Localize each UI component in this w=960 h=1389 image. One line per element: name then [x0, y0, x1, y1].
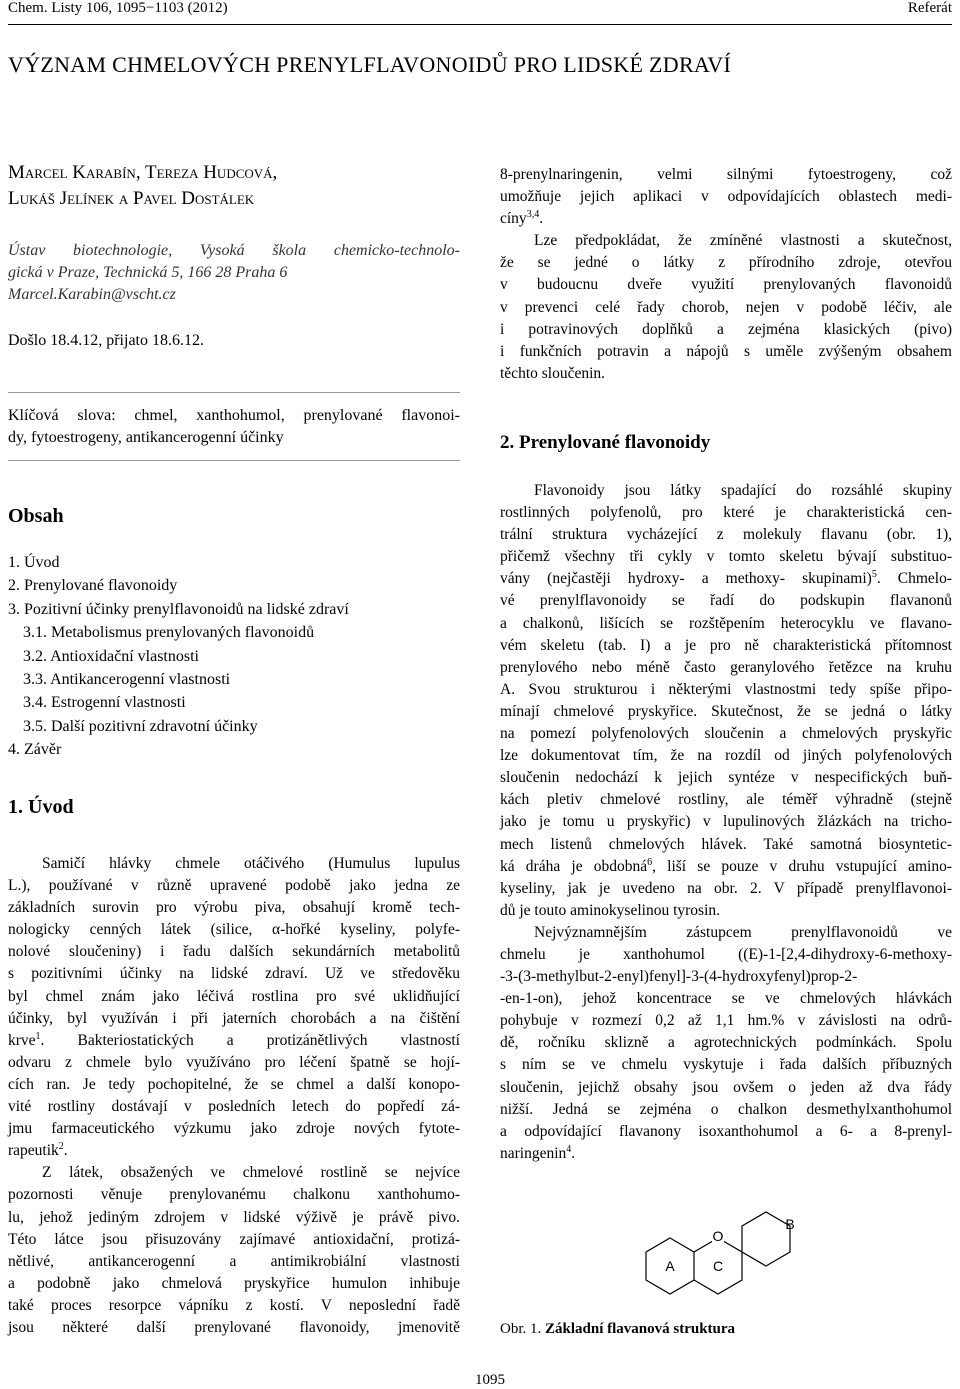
text-line: mínají chmelové pryskyřice. Skutečnost, že se jedná o látky	[500, 702, 952, 720]
text-line: také proces resorpce vápníku z kostí. V neposlední řadě	[8, 1296, 460, 1314]
text-line: a odpovídající flavanony isoxanthohumol a 6- a 8-prenyl-	[500, 1122, 952, 1140]
text-line: cíny$^{3,4}$.	[500, 209, 544, 228]
text-line: Samičí hlávky chmele otáčivého (Humulus lupulus	[42, 855, 460, 872]
text-line: Z látek, obsažených ve chmelové rostlině se nejvíce	[42, 1164, 460, 1182]
toc-item: 3. Pozitivní účinky prenylflavonoidů na lidské zdraví	[8, 600, 349, 618]
received-dates: Došlo 18.4.12, přijato 18.6.12.	[8, 332, 204, 349]
text-line: trální struktura vycházející z molekuly flavanu (obr. 1),	[500, 526, 952, 544]
text-line: odvaru z chmele bylo využíváno pro léčení špatně se hojí-	[8, 1053, 460, 1071]
text-line: i potravinových doplňků a zejména klasických (pivo)	[500, 320, 952, 338]
text-line: ká dráha je obdobná$^6$, liší se pouze v druhu vstupující amino-	[500, 856, 952, 875]
text-line: Flavonoidy jsou látky spadající do rozsáhlé skupiny	[534, 482, 952, 499]
article-type: Referát	[907, 0, 952, 16]
section-body-prenyl	[500, 480, 952, 1165]
text-line: a chalkonů, lišících se rozštěpením heterocyklu ve flavano-	[500, 614, 952, 632]
divider	[8, 392, 460, 393]
keywords-line: dy, fytoestrogeny, antikancerogenní účinky	[8, 429, 284, 446]
citation-ref: 5	[871, 569, 877, 581]
author-line: Lukáš Jelínek a Pavel Dostálek	[8, 188, 255, 209]
text-line: byl chmel znám jako léčivá rostlina pro své uklidňující	[8, 987, 460, 1005]
text-line: lu, jehož jediným zdrojem v lidské výživě je právě pivo.	[8, 1208, 460, 1226]
toc-item: 3.5. Další pozitivní zdravotní účinky	[23, 717, 258, 735]
table-of-contents	[8, 551, 349, 762]
text-line: lze dokumentovat tím, že na rozdíl od jiných polyfenolových	[500, 747, 952, 765]
ring-b-label: B	[785, 1216, 795, 1232]
text-line: sloučenin, jejichž obsahy jsou ovšem o jeden až dva řády	[500, 1078, 952, 1096]
keywords-line: Klíčová slova: chmel, xanthohumol, prenylované flavonoi-	[8, 407, 460, 424]
citation-ref: 4	[566, 1143, 572, 1155]
text-line: nologicky cenných látek (silice, α-hořké kyseliny, polyfe-	[8, 921, 460, 939]
text-line: Této látce jsou přisuzovány zajímavé antioxidační, protizá-	[8, 1230, 460, 1248]
text-line: mech listenů chmelových hlávek. Také samotná biosyntetic-	[500, 835, 952, 853]
text-line: v budoucnu dveře využití prenylovaných flavonoidů	[500, 276, 952, 294]
affiliation-line: gická v Praze, Technická 5, 166 28 Praha 6	[8, 264, 288, 281]
caption-prefix: Obr. 1.	[500, 1321, 542, 1337]
section-heading-uvod: 1. Úvod	[8, 796, 74, 818]
ring-c-label: C	[712, 1258, 724, 1274]
text-line: jmu farmaceutického výzkumu jako zdroje nových fytote-	[8, 1120, 460, 1138]
text-line: s ním se ve chmelu vyskytuje i řada dalších příbuzných	[500, 1056, 952, 1074]
toc-item: 3.3. Antikancerogenní vlastnosti	[23, 671, 231, 689]
text-line: 8-prenylnaringenin, velmi silnými fytoestrogeny, což	[500, 166, 952, 183]
citation-ref: 1	[35, 1030, 41, 1042]
text-line: -en-1-on), jehož koncentrace se ve chmelových hlávkách	[500, 990, 952, 1008]
flavan-structure-diagram	[630, 1198, 830, 1313]
toc-item: 1. Úvod	[8, 554, 60, 571]
section-body-uvod	[8, 853, 460, 1339]
text-line: prenylového nebo méně často geranylového řetězce na kruhu	[500, 658, 952, 676]
affiliation	[8, 240, 460, 306]
author-list	[8, 160, 460, 212]
text-line: vány (nejčastěji hydroxy- a methoxy- skupinami)$^5$. Chmelo-	[500, 569, 952, 588]
divider	[8, 460, 460, 461]
journal-citation: Chem. Listy 106, 1095−1103 (2012)	[8, 0, 228, 16]
text-line: Nejvýznamnějším zástupcem prenylflavonoidů ve	[534, 923, 952, 941]
keywords	[8, 405, 460, 449]
text-line: sloučenin nedochází k jejich syntéze v nespecifických buň-	[500, 769, 952, 787]
caption-text: Základní flavanová struktura	[545, 1321, 736, 1337]
article-title: VÝZNAM CHMELOVÝCH PRENYLFLAVONOIDŮ PRO LIDSKÉ ZDRAVÍ	[8, 52, 732, 77]
text-line: jako je tomu u pryskyřic) v lupulinových žlázkách na tricho-	[500, 813, 952, 831]
text-line: vém skeletu (tab. I) a je pro ně charakteristická přítomnost	[500, 636, 952, 654]
toc-item: 3.2. Antioxidační vlastnosti	[23, 647, 199, 665]
figure-caption	[500, 1321, 735, 1338]
running-header	[8, 0, 952, 22]
oxygen-label: O	[712, 1228, 724, 1244]
citation-ref: 3,4	[526, 209, 540, 221]
text-line: účinky, byl využíván i při jaterních chorobách a na čištění	[8, 1009, 460, 1027]
citation-ref: 2	[58, 1141, 64, 1153]
text-line: rostlinných polyfenolů, pro které je charakteristická cen-	[500, 504, 952, 522]
author-line: Marcel Karabín, Tereza Hudcová,	[8, 162, 278, 183]
section-heading-prenyl: 2. Prenylované flavonoidy	[500, 432, 711, 453]
text-line: vité rostliny dostávají v posledních letech do popředí zá-	[8, 1098, 460, 1116]
citation-ref: 6	[647, 856, 653, 868]
text-line: naringenin$^4$.	[500, 1143, 576, 1162]
author-email[interactable]: Marcel.Karabin@vscht.cz	[8, 286, 176, 303]
text-line: pozornosti věnuje prenylovanému chalkonu xanthohumo-	[8, 1186, 460, 1204]
text-line: že se jedné o látky z přírodního zdroje, otevřou	[500, 254, 952, 272]
text-line: krve$^1$. Bakteriostatických a protizánětlivých vlastností	[8, 1030, 460, 1049]
text-line: s pozitivními účinky na lidské zdraví. Už ve středověku	[8, 965, 460, 983]
text-line: přičemž všechny tři cykly v tomto skeletu bývají substituo-	[500, 548, 952, 566]
affiliation-line: Ústav biotechnologie, Vysoká škola chemicko-technolo-	[8, 242, 460, 259]
ring-a-label: A	[665, 1258, 675, 1274]
text-line: nolové sloučeniny) i řadu dalších sekundárních metabolitů	[8, 943, 460, 961]
toc-heading: Obsah	[8, 505, 64, 527]
text-line: i funkčních potravin a nápojů s uměle zvýšeným obsahem	[500, 342, 952, 360]
text-line: pohybuje v rozmezí 0,2 až 1,1 hm.% v závislosti na odrů-	[500, 1012, 952, 1030]
text-line: dů je touto aminokyselinou tyrosin.	[500, 901, 720, 919]
page-number: 1095	[475, 1372, 505, 1388]
text-line: rapeutik$^2$.	[8, 1141, 68, 1160]
text-line: cích ran. Je tedy pochopitelné, že se chmel a další konopo-	[8, 1075, 460, 1093]
text-line: kách pletiv chmelové rostliny, ale téměř výhradně (stejně	[500, 791, 952, 809]
text-line: nětlivé, antikancerogenní a antimikrobiální vlastnosti	[8, 1252, 460, 1270]
text-line: A. Svou strukturou i některými vlastnostmi tedy spíše připo-	[500, 680, 952, 698]
text-line: nižší. Jedná se zejména o chalkon desmethylxanthohumol	[500, 1100, 952, 1118]
text-line: dě, ročníku sklizně a agrotechnických podmínkách. Spolu	[500, 1034, 952, 1052]
text-line: na pomezí polyfenolových sloučenin a chmelových pryskyřic	[500, 725, 952, 743]
text-line: vé prenylflavonoidy se řadí do podskupin flavanonů	[500, 592, 952, 610]
toc-item: 3.1. Metabolismus prenylovaných flavonoidů	[23, 624, 315, 642]
toc-item: 3.4. Estrogenní vlastnosti	[23, 694, 186, 712]
text-line: a podobně jako chmelová pryskyřice humulon inhibuje	[8, 1274, 460, 1292]
text-line: umožňuje jejich aplikaci v odpovídajících oblastech medi-	[500, 188, 952, 206]
text-line: základních surovin pro výrobu piva, obsahují kromě tech-	[8, 899, 460, 917]
text-line: chmelu je xanthohumol ((E)-1-[2,4-dihydroxy-6-methoxy-	[500, 945, 952, 963]
text-line: Lze předpokládat, že zmíněné vlastnosti a skutečnost,	[534, 232, 952, 250]
right-column-intro	[500, 164, 952, 385]
text-line: -3-(3-methylbut-2-enyl)fenyl]-3-(4-hydroxyfenyl)prop-2-	[500, 968, 858, 986]
text-line: v prevenci celé řady chorob, nejen v podobě léčiv, ale	[500, 298, 952, 316]
text-line: těchto sloučenin.	[500, 364, 606, 382]
text-line: kyseliny, jak je uvedeno na obr. 2. V případě prenylflavonoi-	[500, 879, 952, 897]
header-rule	[8, 24, 952, 25]
ring-b-shape	[742, 1212, 790, 1266]
toc-item: 2. Prenylované flavonoidy	[8, 577, 178, 595]
toc-item: 4. Závěr	[8, 741, 62, 759]
text-line: L.), používané v různě upravené podobě jako jedna ze	[8, 877, 460, 895]
text-line: jsou některé další prenylované flavonoidy, jmenovitě	[8, 1318, 460, 1336]
